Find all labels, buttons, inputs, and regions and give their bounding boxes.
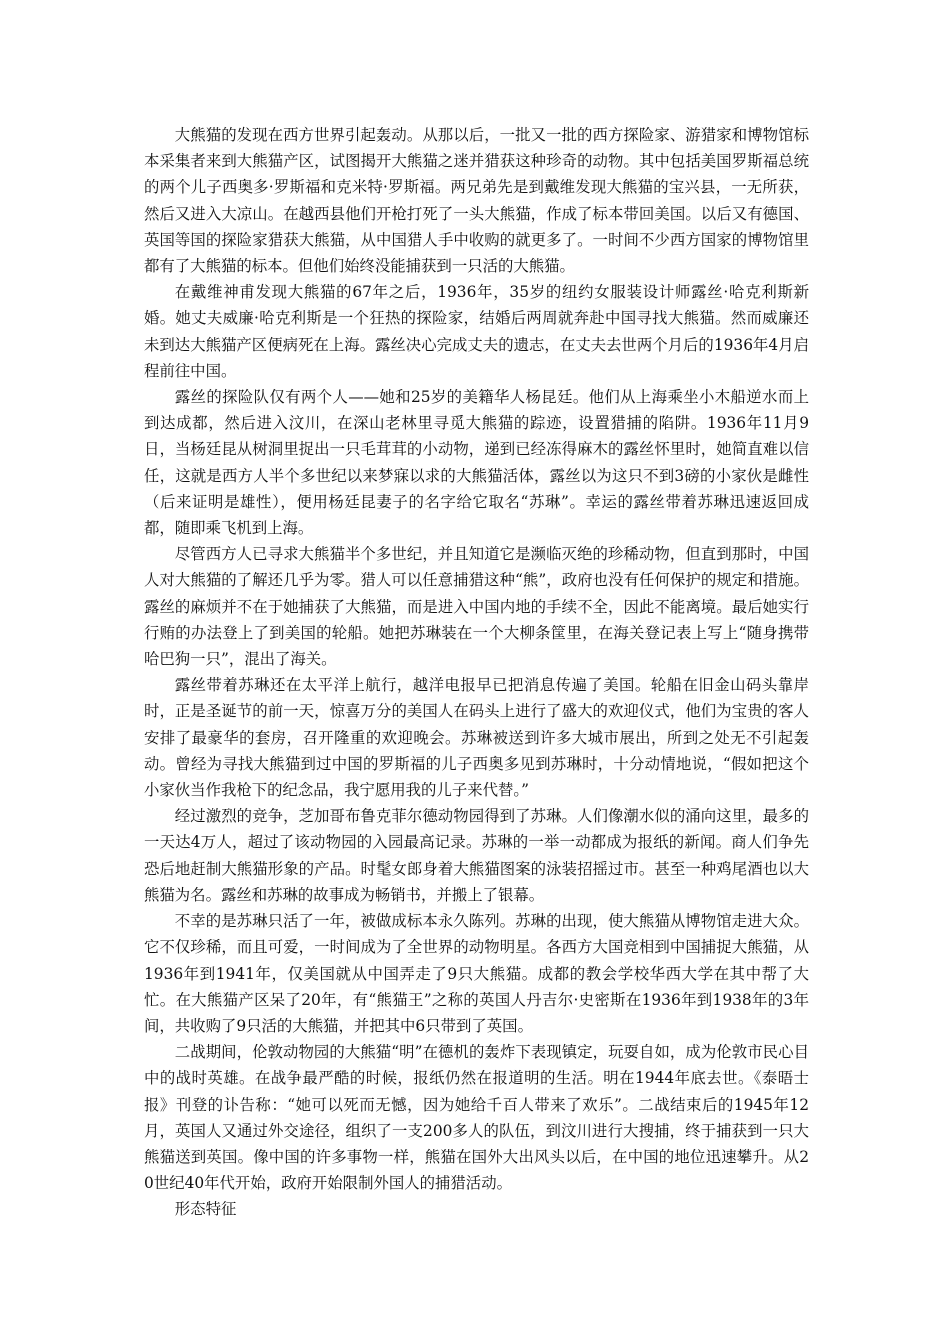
paragraph-ruth-harkness: 在戴维神甫发现大熊猫的67年之后，1936年，35岁的纽约女服装设计师露丝·哈克利斯新婚。她丈夫威廉·哈克利斯是一个狂热的探险家，结婚后两周就奔赴中国寻找大熊猫。然而威廉还未到达大熊猫产区便病死在上海。露丝决心完成丈夫的遗志，在丈夫去世两个月后的1936年4月启程前往中国。 [144,283,809,380]
paragraph-leaving-china: 尽管西方人已寻求大熊猫半个多世纪，并且知道它是濒临灭绝的珍稀动物，但直到那时，中国人对大熊猫的了解还几乎为零。猎人可以任意捕猎这种“熊”，政府也没有任何保护的规定和措施。露丝的麻烦并不在于她捕获了大熊猫，而是进入中国内地的手续不全，因此不能离境。最后她实行行贿的办法登上了到美国的轮船。她把苏琳装在一个大柳条筐里，在海关登记表上写上“随身携带哈巴狗一只”，混出了海关。 [144,545,809,669]
paragraph-discovery-impact: 大熊猫的发现在西方世界引起轰动。从那以后，一批又一批的西方探险家、游猎家和博物馆标本采集者来到大熊猫产区，试图揭开大熊猫之迷并猎获这种珍奇的动物。其中包括美国罗斯福总统的两个儿子西奥多·罗斯福和克米特·罗斯福。两兄弟先是到戴维发现大熊猫的宝兴县，一无所获，然后又进入大凉山。在越西县他们开枪打死了一头大熊猫，作成了标本带回美国。以后又有德国、英国等国的探险家猎获大熊猫，从中国猎人手中收购的就更多了。一时间不少西方国家的博物馆里都有了大熊猫的标本。但他们始终没能捕获到一只活的大熊猫。 [144,126,809,276]
paragraph-chicago-zoo: 经过激烈的竞争，芝加哥布鲁克菲尔德动物园得到了苏琳。人们像潮水似的涌向这里，最多的一天达4万人，超过了该动物园的入园最高记录。苏琳的一举一动都成为报纸的新闻。商人们争先恐后地赶制大熊猫形象的产品。时髦女郎身着大熊猫图案的泳装招摇过市。甚至一种鸡尾酒也以大熊猫为名。露丝和苏琳的故事成为畅销书，并搬上了银幕。 [144,807,809,904]
section-heading: 形态特征 [174,1200,237,1219]
paragraph-panda-craze: 不幸的是苏琳只活了一年，被做成标本永久陈列。苏琳的出现，使大熊猫从博物馆走进大众。它不仅珍稀，而且可爱，一时间成为了全世界的动物明星。各西方大国竞相到中国捕捉大熊猫，从1936年到1941年，仅美国就从中国弄走了9只大熊猫。成都的教会学校华西大学在其中帮了大忙。在大熊猫产区呆了20年，有“熊猫王”之称的英国人丹吉尔·史密斯在1936年到1938年的3年间，共收购了9只活的大熊猫，并把其中6只带到了英国。 [144,912,809,1035]
paragraph-ww2-ming: 二战期间，伦敦动物园的大熊猫“明”在德机的轰炸下表现镇定，玩耍自如，成为伦敦市民心目中的战时英雄。在战争最严酷的时候，报纸仍然在报道明的生活。明在1944年底去世。《泰晤士报》刊登的讣告称：“她可以死而无憾，因为她给千百人带来了欢乐”。二战结束后的1945年12月，英国人又通过外交途径，组织了一支200多人的队伍，到汶川进行大搜捕，终于捕获到一只大熊猫送到英国。像中国的许多事物一样，熊猫在国外大出风头以后，在中国的地位迅速攀升。从20世纪40年代开始，政府开始限制外国人的捕猎活动。 [144,1043,809,1193]
paragraph-arrival-usa: 露丝带着苏琳还在太平洋上航行，越洋电报早已把消息传遍了美国。轮船在旧金山码头靠岸时，正是圣诞节的前一天，惊喜万分的美国人在码头上进行了盛大的欢迎仪式，他们为宝贵的客人安排了最豪华的套房，召开隆重的欢迎晚会。苏琳被送到许多大城市展出，所到之处无不引起轰动。曾经为寻找大熊猫到过中国的罗斯福的儿子西奥多见到苏琳时，十分动情地说，“假如把这个小家伙当作我枪下的纪念品，我宁愿用我的儿子来代替。” [144,676,809,800]
document-page [144,122,809,1223]
paragraph-expedition: 露丝的探险队仅有两个人——她和25岁的美籍华人杨昆廷。他们从上海乘坐小木船逆水而上到达成都，然后进入汶川，在深山老林里寻觅大熊猫的踪迹，设置猎捕的陷阱。1936年11月9日，当杨廷昆从树洞里捉出一只毛茸茸的小动物，递到已经冻得麻木的露丝怀里时，她简直难以信任，这就是西方人半个多世纪以来梦寐以求的大熊猫活体，露丝以为这只不到3磅的小家伙是雌性（后来证明是雄性），便用杨廷昆妻子的名字给它取名“苏琳”。幸运的露丝带着苏琳迅速返回成都，随即乘飞机到上海。 [144,388,809,538]
